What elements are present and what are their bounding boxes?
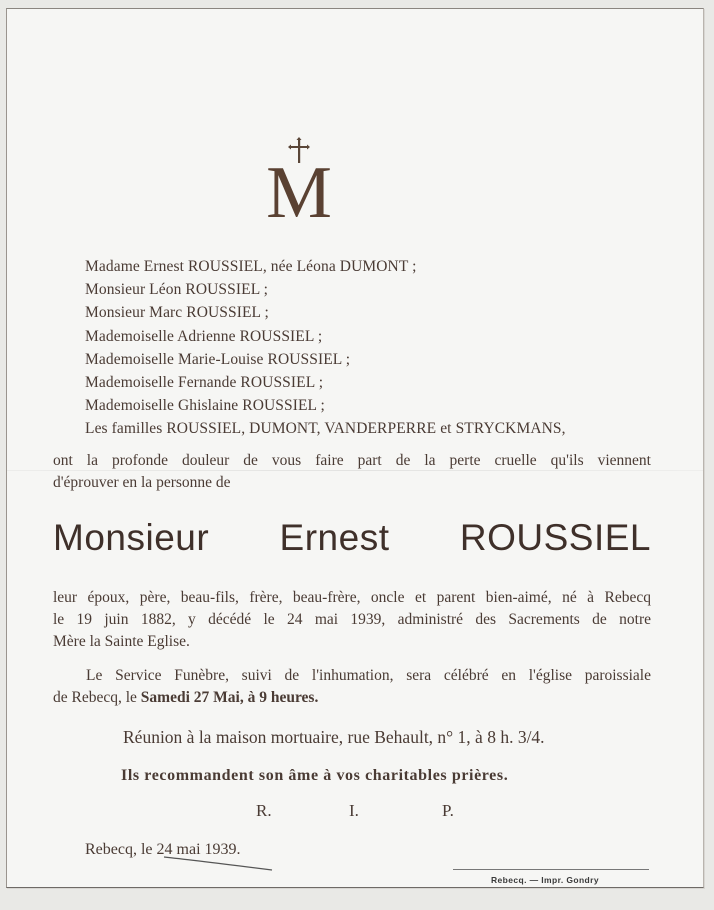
service-line: Le Service Funèbre, suivi de l'inhumation, sera célébré en l'église paroissiale bbox=[86, 667, 651, 684]
service-prefix: de Rebecq, le bbox=[53, 689, 141, 706]
place-date-line: Rebecq, le 24 mai 1939. bbox=[85, 841, 241, 858]
service-paragraph bbox=[53, 665, 651, 709]
marian-monogram-icon bbox=[255, 137, 345, 221]
family-line: Monsieur Léon ROUSSIEL ; bbox=[85, 281, 269, 299]
printer-imprint: Rebecq. — Impr. Gondry bbox=[491, 875, 599, 885]
printer-rule bbox=[453, 869, 649, 870]
announcement-intro bbox=[53, 450, 651, 494]
service-line bbox=[53, 687, 651, 709]
deceased-name: Monsieur Ernest ROUSSIEL bbox=[53, 517, 651, 558]
family-line: Madame Ernest ROUSSIEL, née Léona DUMONT ; bbox=[85, 258, 417, 275]
family-line: Monsieur Marc ROUSSIEL ; bbox=[85, 304, 269, 322]
family-line: Mademoiselle Ghislaine ROUSSIEL ; bbox=[85, 397, 325, 415]
family-line: Mademoiselle Marie-Louise ROUSSIEL ; bbox=[85, 350, 351, 368]
intro-line: d'éprouver en la personne de bbox=[53, 474, 231, 491]
family-line: Les familles ROUSSIEL, DUMONT, VANDERPERRE et STRYCKMANS, bbox=[85, 420, 566, 438]
reunion-line: Réunion à la maison mortuaire, rue Behault, n° 1, à 8 h. 3/4. bbox=[123, 727, 545, 747]
service-date: Samedi 27 Mai, à 9 heures. bbox=[140, 689, 319, 706]
intro-line: ont la profonde douleur de vous faire part de la perte cruelle qu'ils viennent bbox=[53, 452, 651, 469]
family-line: Mademoiselle Adrienne ROUSSIEL ; bbox=[85, 327, 323, 345]
family-line: Mademoiselle Fernande ROUSSIEL ; bbox=[85, 374, 324, 392]
biography-paragraph bbox=[53, 587, 651, 653]
recommendation-line: Ils recommandent son âme à vos charitables prières. bbox=[121, 767, 509, 784]
rip-r: R. bbox=[256, 801, 272, 820]
rip-p: P. bbox=[442, 801, 454, 820]
bio-line: leur époux, père, beau-fils, frère, beau-frère, oncle et parent bien-aimé, né à Rebecq bbox=[53, 589, 651, 606]
rip-i: I. bbox=[349, 801, 359, 820]
bio-line: Mère la Sainte Eglise. bbox=[53, 633, 190, 650]
pen-stroke bbox=[162, 854, 274, 872]
mourning-card bbox=[6, 8, 704, 888]
family-list bbox=[85, 255, 685, 441]
monogram-letter: M bbox=[266, 152, 332, 221]
bio-line: le 19 juin 1882, y décédé le 24 mai 1939, administré des Sacrements de notre bbox=[53, 611, 651, 628]
